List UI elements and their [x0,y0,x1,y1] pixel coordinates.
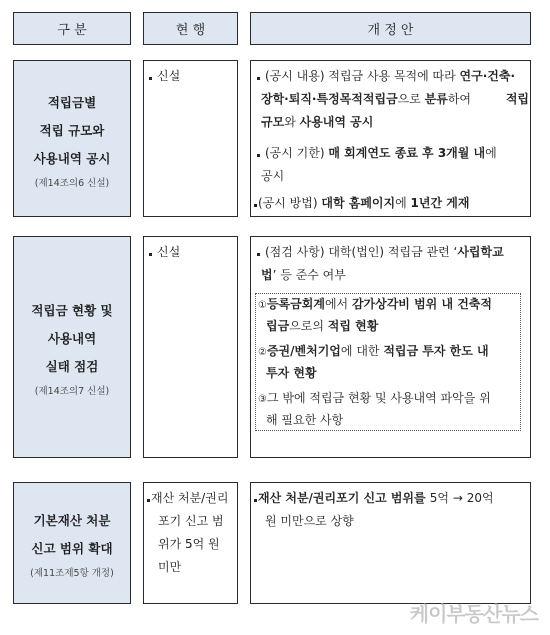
text: 에 [485,146,497,160]
header-current-label: 현 행 [175,23,206,38]
text: (공시 기한) [265,146,329,160]
row1-proposal-item1 [261,65,529,134]
row2-category-note: (제14조의7 신설) [34,386,110,397]
text: 매 회계연도 종료 후 3개월 내 [328,146,486,160]
row2-proposal [250,236,531,458]
text: 하여 [447,92,472,106]
row3-proposal [250,482,531,604]
row1-proposal-item3 [258,192,528,215]
bullet-icon [257,77,260,80]
text: (점검 사항) 대학(법인) 적립금 관련 ‘ [265,245,458,259]
text: (공시 내용) 적립금 사용 목적에 따라 [265,69,460,83]
row2-subitem2 [258,341,518,384]
text: 립금 [266,319,290,333]
row1-proposal-item2 [261,142,529,188]
text: 연구·건축· [459,69,516,83]
bullet-icon [257,253,260,256]
row3-current-text [151,487,237,579]
bullet-icon [254,204,257,207]
text: 적립금 투자 한도 내 [383,344,489,358]
row1-proposal [250,60,531,217]
text: 증권/벤처기업 [266,344,341,358]
text: 대학 홈페이지 [321,196,396,210]
watermark-logo: 케이부동산뉴스 [409,602,538,626]
text: 법 [261,268,273,282]
header-current [143,12,238,45]
text: 5억 → 20억 [429,491,494,505]
text: ① [258,300,267,311]
text: 에 [395,196,411,210]
row3-category [13,482,131,604]
row1-category [13,60,131,217]
bullet-icon [147,499,150,502]
text: 에서 [324,297,352,311]
text: 사립학교 [457,245,504,259]
row3-proposal-item1 [258,487,530,533]
row2-category-line2: 사용내역 [47,331,97,346]
text: 위가 5억 원 [158,537,220,551]
text: 사용내역 공시 [299,115,374,129]
text: 규모 [261,115,285,129]
text: 적립 [505,92,529,106]
text: 재산 처분/권리포기 신고 범위를 [258,491,430,505]
text: 그 밖에 적립금 현황 및 사용내역 파악을 위 [266,391,491,405]
text: 와 [284,115,300,129]
text: 으로 [397,92,425,106]
row1-category-line2: 적립 규모와 [39,122,105,138]
text: 장학·퇴직·특정목적적립금 [261,92,398,106]
row1-current [143,60,238,217]
row1-current-text: 신설 [157,69,181,83]
text: 감가상각비 범위 내 건축적 [351,297,492,311]
text: 재산 처분/권리 [151,491,229,505]
text: 원 미만으로 상향 [265,514,354,528]
row2-current-text: 신설 [157,245,181,259]
text: 해 필요한 사항 [266,413,344,427]
text: 에 대한 [340,344,384,358]
text: 포기 신고 범 [158,514,224,528]
header-proposal [250,12,531,45]
text: 투자 현황 [266,366,317,380]
row2-subitem1 [258,294,518,337]
text: 분류 [424,92,448,106]
row3-category-line1: 기본재산 처분 [33,513,111,528]
row2-category [13,236,131,458]
text: 으로의 [289,319,328,333]
text: 적립 현황 [327,319,379,333]
text: 등록금회계 [266,297,325,311]
row2-current [143,236,238,458]
header-category [13,12,131,45]
row2-category-line1: 적립금 현황 및 [31,303,113,318]
text: ③ [258,394,267,405]
row2-subitems-box [255,293,521,431]
bullet-icon [149,253,152,256]
bullet-icon [257,154,260,157]
row1-category-line1: 적립금별 [47,94,97,110]
row3-category-note: (제11조제5항 개정) [30,568,114,579]
bullet-icon [149,77,152,80]
row2-proposal-item1 [261,241,529,287]
row2-category-line3: 실태 점검 [45,359,99,374]
text: ’ 등 준수 여부 [272,268,346,282]
row1-category-line3: 사용내역 공시 [33,150,111,166]
row3-current [143,482,238,604]
row3-category-line2: 신고 범위 확대 [31,541,113,556]
row2-subitem3 [258,388,518,431]
text: 공시 [261,169,285,183]
text: ② [258,347,267,358]
row1-category-note: (제14조의6 신설) [34,177,110,189]
text: 1년간 게재 [410,196,470,210]
text: 미만 [158,560,182,574]
text: (공시 방법) [258,196,322,210]
header-proposal-label: 개 정 안 [367,23,414,38]
header-category-label: 구 분 [57,23,87,38]
bullet-icon [254,499,257,502]
